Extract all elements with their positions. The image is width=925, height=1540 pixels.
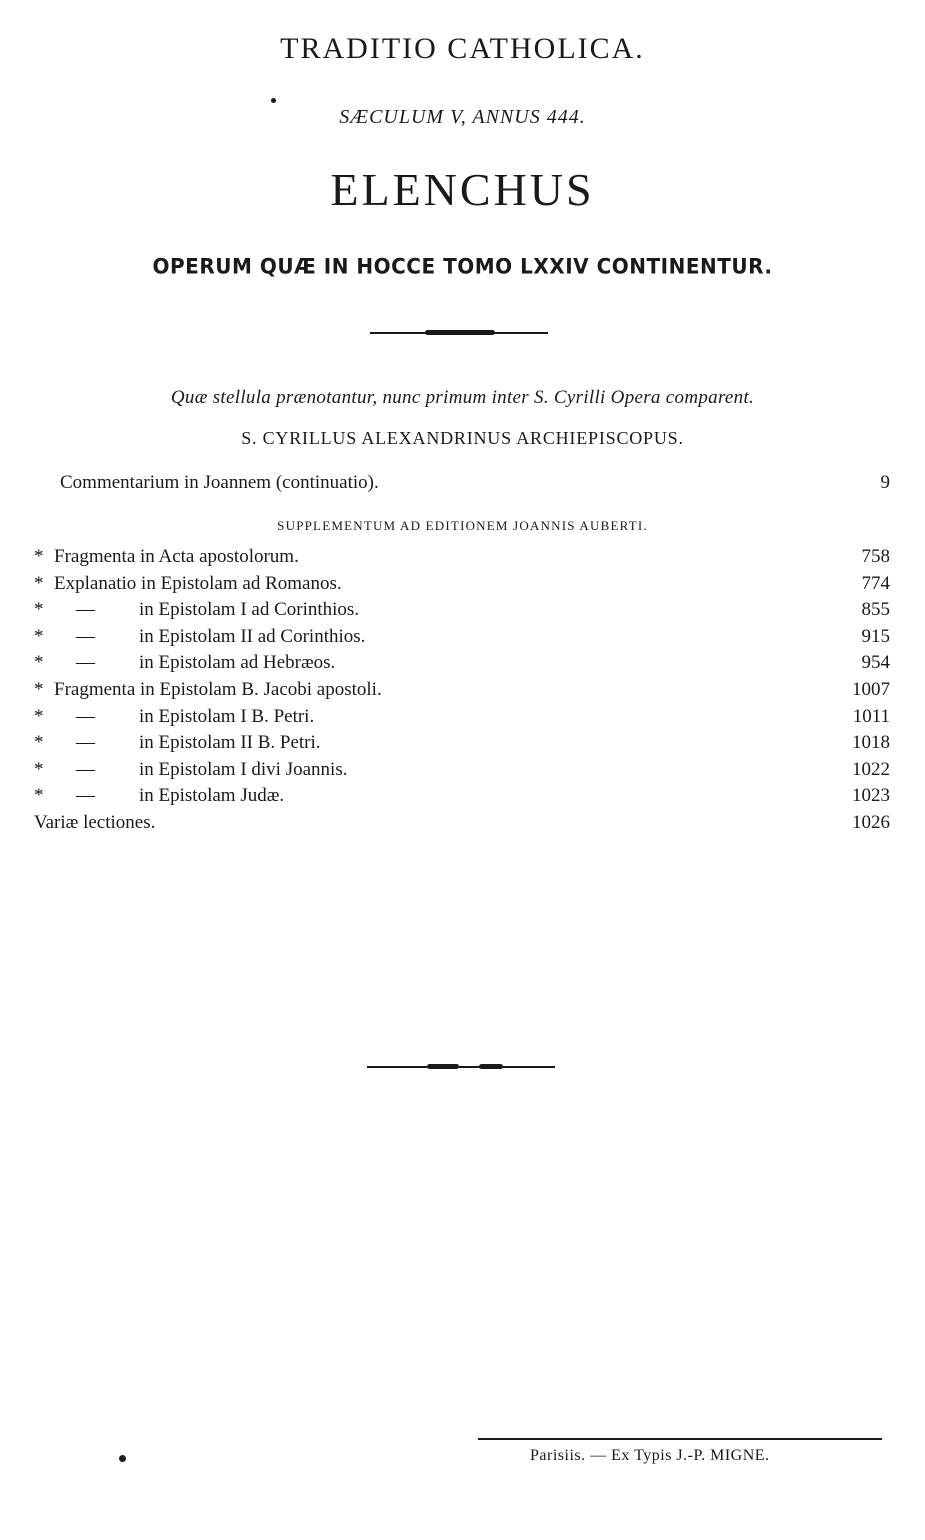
ditto-dash: —: [76, 732, 95, 754]
entry-title: in Epistolam I ad Corinthios.: [139, 599, 360, 621]
ditto-dash: —: [76, 758, 95, 780]
entry-title: in Epistolam ad Hebræos.: [139, 652, 336, 674]
ditto-dash: —: [76, 705, 95, 727]
ditto-dash: —: [76, 625, 95, 647]
supplement-heading: SUPPLEMENTUM AD EDITIONEM JOANNIS AUBERTI.: [277, 518, 648, 533]
divider-ornament-bottom: [367, 1064, 555, 1070]
entry-page: 1018: [852, 732, 890, 754]
century-line: SÆCULUM V, ANNUS 444.: [339, 106, 586, 128]
entry-title: Explanatio in Epistolam ad Romanos.: [54, 572, 342, 594]
series-title: TRADITIO CATHOLICA.: [280, 32, 645, 65]
asterisk-note: Quæ stellula prænotantur, nunc primum inter S. Cyrilli Opera comparent.: [170, 387, 755, 408]
entry-title: in Epistolam II ad Corinthios.: [139, 625, 366, 647]
contents-row: [34, 573, 890, 599]
asterisk-mark: *: [34, 758, 44, 780]
asterisk-mark: *: [34, 625, 44, 647]
asterisk-mark: *: [34, 599, 44, 621]
contents-row: [34, 785, 890, 811]
asterisk-mark: *: [34, 572, 44, 594]
asterisk-mark: *: [34, 679, 44, 700]
entry-title: Fragmenta in Acta apostolorum.: [54, 546, 299, 567]
entry-page: 774: [861, 572, 890, 594]
ditto-dash: —: [76, 652, 95, 674]
contents-row: [34, 759, 890, 785]
entry-page: 758: [861, 546, 890, 567]
asterisk-mark: *: [34, 652, 44, 674]
entry-title: in Epistolam II B. Petri.: [139, 732, 321, 754]
speck: [271, 98, 276, 103]
asterisk-mark: *: [34, 732, 44, 754]
contents-row: [34, 812, 890, 838]
entry-title: in Epistolam I B. Petri.: [139, 705, 315, 727]
entry-page: 915: [861, 625, 890, 647]
entry-page: 1011: [852, 705, 890, 727]
contents-row: [34, 546, 890, 572]
entry-title: in Epistolam I divi Joannis.: [139, 758, 348, 780]
author-heading: S. CYRILLUS ALEXANDRINUS ARCHIEPISCOPUS.: [241, 428, 684, 448]
contents-row: [34, 652, 890, 678]
entry-page: 1007: [852, 679, 890, 700]
entry-title: in Epistolam Judæ.: [139, 785, 285, 807]
page-title: ELENCHUS: [330, 164, 595, 215]
asterisk-mark: *: [34, 546, 44, 567]
divider-ornament-top: [370, 330, 548, 336]
contents-row: [34, 706, 890, 732]
asterisk-mark: *: [34, 705, 44, 727]
asterisk-mark: *: [34, 785, 44, 807]
entry-title: Variæ lectiones.: [34, 812, 156, 833]
speck: [119, 1455, 126, 1462]
ditto-dash: —: [76, 785, 95, 807]
entry-page: 1026: [852, 812, 890, 833]
page-subtitle: OPERUM QUÆ IN HOCCE TOMO LXXIV CONTINENTUR.: [152, 253, 773, 279]
entry-title: Fragmenta in Epistolam B. Jacobi apostoli.: [54, 679, 382, 700]
entry-page: 9: [880, 472, 890, 493]
entry-page: 1022: [852, 758, 890, 780]
entry-title: Commentarium in Joannem (continuatio).: [60, 472, 379, 493]
entry-page: 1023: [852, 785, 890, 807]
entry-page: 954: [861, 652, 890, 674]
contents-row: [34, 626, 890, 652]
ditto-dash: —: [76, 599, 95, 621]
imprint: Parisiis. — Ex Typis J.-P. MIGNE.: [530, 1447, 770, 1464]
entry-page: 855: [861, 599, 890, 621]
footer-rule: [478, 1438, 882, 1440]
main-entry-row: [60, 472, 890, 498]
contents-row: [34, 679, 890, 705]
contents-row: [34, 732, 890, 758]
contents-row: [34, 599, 890, 625]
